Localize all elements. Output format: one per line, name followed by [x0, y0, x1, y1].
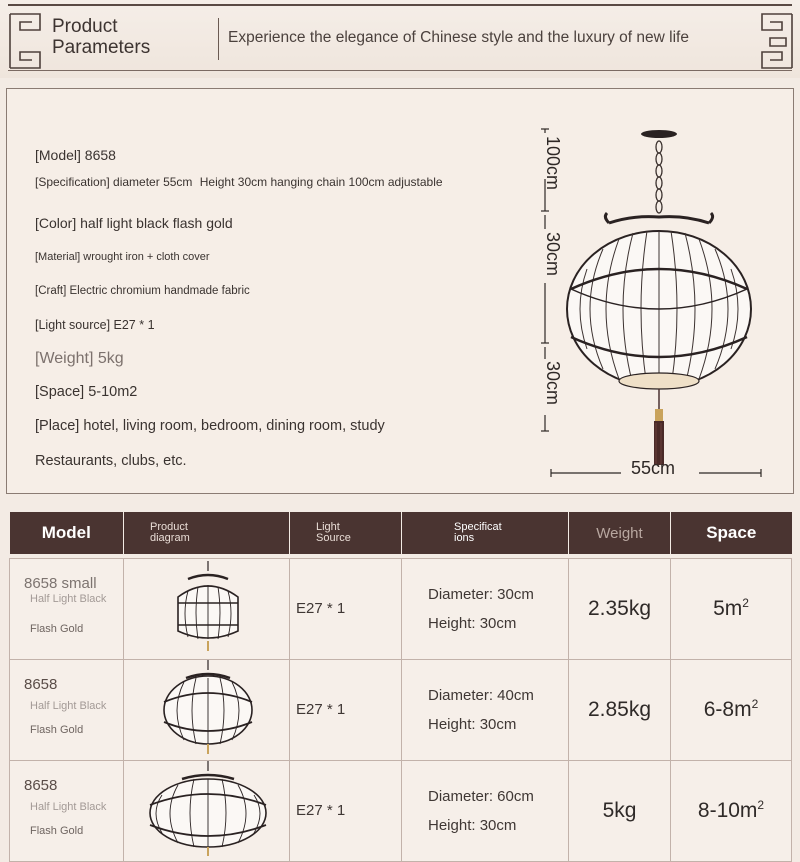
param-material: [Material] wrought iron + cloth cover [35, 251, 210, 263]
header-specifications [402, 512, 569, 554]
spec-diameter: Diameter: 40cm [428, 686, 534, 704]
space-unit-superscript: 2 [757, 798, 765, 812]
param-weight: [Weight] 5kg [35, 350, 124, 367]
body-height-label: 30cm [543, 232, 563, 277]
model-comparison-table [9, 512, 791, 862]
header-bottom-rule [8, 70, 792, 71]
header-source-line-2: Source [316, 532, 351, 544]
model-finish-line-2: Flash Gold [30, 723, 84, 736]
space-cell [671, 558, 792, 659]
tall-birdcage-lantern-icon [124, 559, 290, 654]
light-source-cell: E27 * 1 [290, 558, 402, 659]
spec-height: Height: 30cm [428, 816, 517, 834]
header-diagram-line-1: Product [150, 521, 188, 533]
weight-cell: 2.85kg [569, 659, 671, 760]
spec-diameter: Diameter: 30cm [428, 585, 534, 603]
specifications-cell [402, 558, 569, 659]
page-header [0, 0, 800, 78]
table-row [10, 760, 792, 861]
model-name: 8658 small [24, 574, 97, 592]
diagram-cell [124, 558, 290, 659]
weight-cell: 2.35kg [569, 558, 671, 659]
specifications-cell [402, 760, 569, 861]
header-diagram-line-2: diagram [150, 532, 190, 544]
tassel-icon [654, 389, 664, 465]
round-birdcage-lantern-icon [124, 660, 290, 755]
lamp-dimension-drawing [537, 119, 777, 489]
spec-diameter: Diameter: 60cm [428, 787, 534, 805]
header-top-rule [8, 4, 792, 6]
param-space: [Space] 5-10m2 [35, 384, 138, 400]
space-cell [671, 659, 792, 760]
header-tagline: Experience the elegance of Chinese style and the luxury of new life [228, 29, 689, 46]
param-place: [Place] hotel, living room, bedroom, dining room, study [35, 418, 385, 434]
space-value: 6-8m [703, 698, 752, 721]
model-finish-line-2: Flash Gold [30, 824, 84, 837]
light-source-cell: E27 * 1 [290, 760, 402, 861]
parameter-panel [6, 88, 794, 494]
header-weight: Weight [569, 512, 671, 554]
model-cell [10, 760, 124, 861]
param-color: [Color] half light black flash gold [35, 215, 233, 231]
table-header-row [10, 512, 792, 554]
model-cell [10, 659, 124, 760]
tassel-length-label: 30cm [543, 361, 563, 406]
param-specification-a: [Specification] diameter 55cm [35, 175, 193, 189]
param-model: [Model] 8658 [35, 147, 116, 163]
header-light-source [290, 512, 402, 554]
param-specification [35, 175, 443, 189]
diagram-cell [124, 760, 290, 861]
specifications-cell [402, 659, 569, 760]
title-line-2: Parameters [52, 37, 151, 58]
header-diagram [124, 512, 290, 554]
chain-length-label: 100cm [543, 136, 563, 191]
model-finish-line-1: Half Light Black [30, 800, 107, 813]
model-name: 8658 [24, 776, 58, 794]
light-source-cell: E27 * 1 [290, 659, 402, 760]
model-finish-line-2: Flash Gold [30, 622, 84, 635]
hanging-chain-icon [656, 141, 662, 213]
weight-cell: 5kg [569, 760, 671, 861]
table-row [10, 659, 792, 760]
space-cell [671, 760, 792, 861]
left-fret-ornament-icon [6, 10, 44, 72]
model-finish-line-1: Half Light Black [30, 592, 107, 605]
param-specification-b: Height 30cm hanging chain 100cm adjustable [199, 175, 443, 189]
table-row [10, 558, 792, 659]
right-fret-ornament-icon [756, 10, 796, 72]
space-value: 5m [713, 597, 743, 620]
model-name: 8658 [24, 675, 58, 693]
header-model: Model [10, 512, 124, 554]
lantern-body-icon [567, 213, 751, 389]
spec-height: Height: 30cm [428, 614, 517, 632]
wide-birdcage-lantern-icon [124, 761, 290, 856]
width-label: 55cm [631, 458, 676, 478]
space-unit-superscript: 2 [751, 697, 759, 711]
param-place-more: Restaurants, clubs, etc. [35, 453, 187, 469]
space-value: 8-10m [697, 799, 758, 822]
ceiling-canopy-icon [641, 130, 677, 138]
model-finish-line-1: Half Light Black [30, 699, 107, 712]
param-craft: [Craft] Electric chromium handmade fabric [35, 285, 250, 297]
param-light-source: [Light source] E27 * 1 [35, 318, 155, 332]
header-spec-line-2: ions [454, 532, 475, 544]
spec-height: Height: 30cm [428, 715, 517, 733]
header-spec-line-1: Specificat [454, 521, 502, 533]
header-space: Space [671, 512, 792, 554]
header-divider [218, 18, 219, 60]
space-unit-superscript: 2 [742, 596, 749, 610]
page-title [52, 16, 150, 58]
title-line-1: Product [52, 16, 118, 37]
header-source-line-1: Light [316, 521, 340, 533]
diagram-cell [124, 659, 290, 760]
model-cell [10, 558, 124, 659]
